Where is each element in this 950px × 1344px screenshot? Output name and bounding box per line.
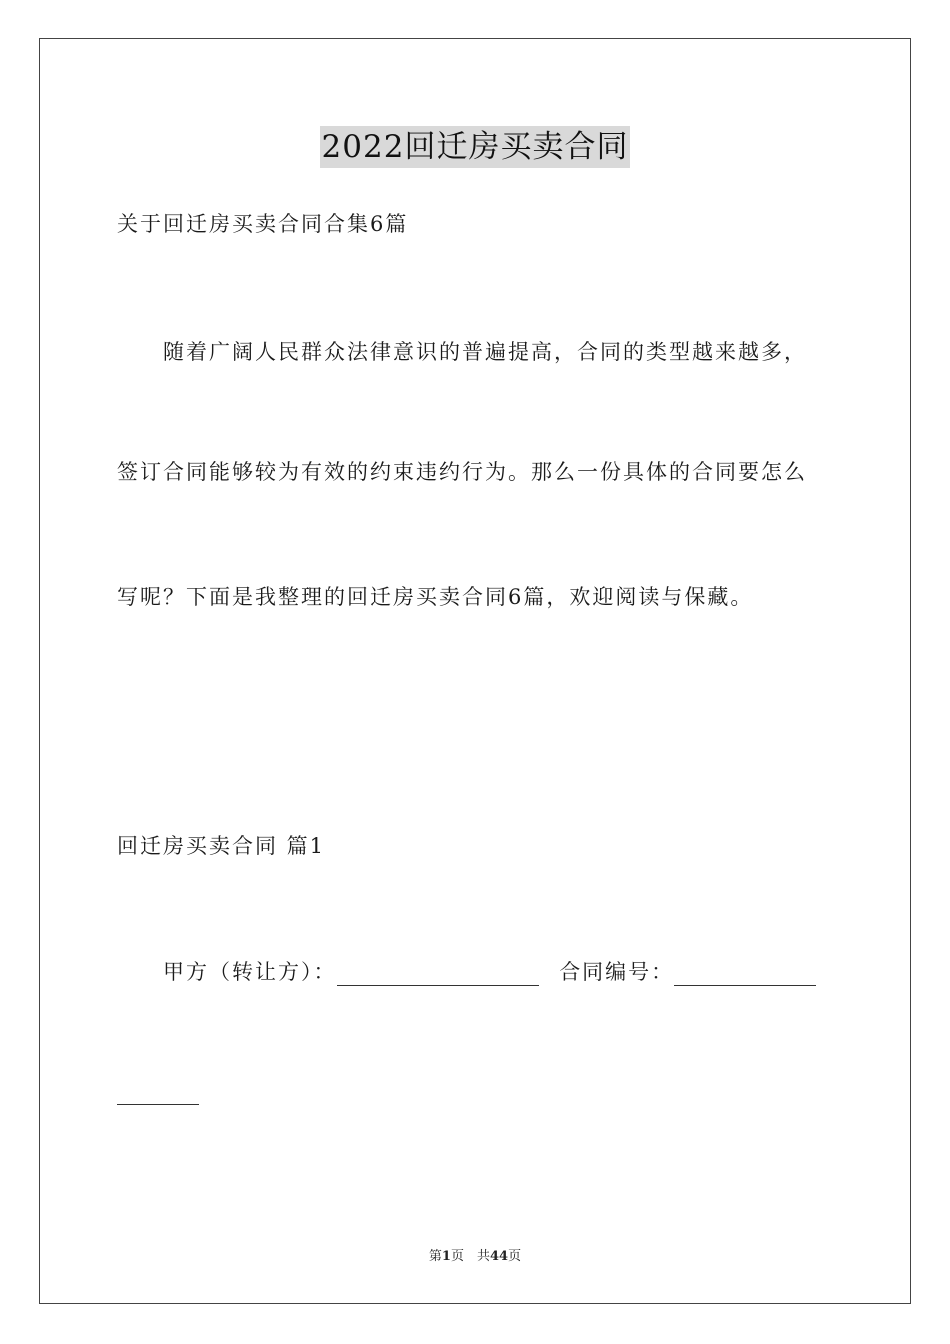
- paragraph-line-3: 写呢？下面是我整理的回迁房买卖合同6篇，欢迎阅读与保藏。: [117, 585, 754, 609]
- title-container: [0, 126, 950, 168]
- party-a-label: 甲方（转让方）：: [163, 960, 337, 984]
- footer-page-number: 1: [441, 1249, 451, 1264]
- contract-no-blank: [674, 965, 816, 986]
- paragraph-line-2: 签订合同能够较为有效的约束违约行为。那么一份具体的合同要怎么: [117, 460, 807, 484]
- contract-no-blank-continued: [117, 1104, 199, 1105]
- footer-suffix: 页: [508, 1249, 522, 1264]
- footer-prefix: 第: [428, 1249, 442, 1264]
- paragraph-line-1: 随着广阔人民群众法律意识的普遍提高，合同的类型越来越多，: [163, 340, 807, 364]
- document-title: 2022回迁房买卖合同: [320, 126, 631, 168]
- party-a-blank: [337, 965, 539, 986]
- party-a-row: [163, 958, 816, 986]
- section-heading: 回迁房买卖合同 篇1: [117, 834, 326, 858]
- footer-mid: 页 共: [450, 1249, 490, 1264]
- contract-no-label: 合同编号：: [559, 960, 675, 984]
- page-footer: [0, 1248, 950, 1266]
- document-subtitle: 关于回迁房买卖合同合集6篇: [117, 212, 409, 236]
- footer-total-pages: 44: [489, 1249, 509, 1264]
